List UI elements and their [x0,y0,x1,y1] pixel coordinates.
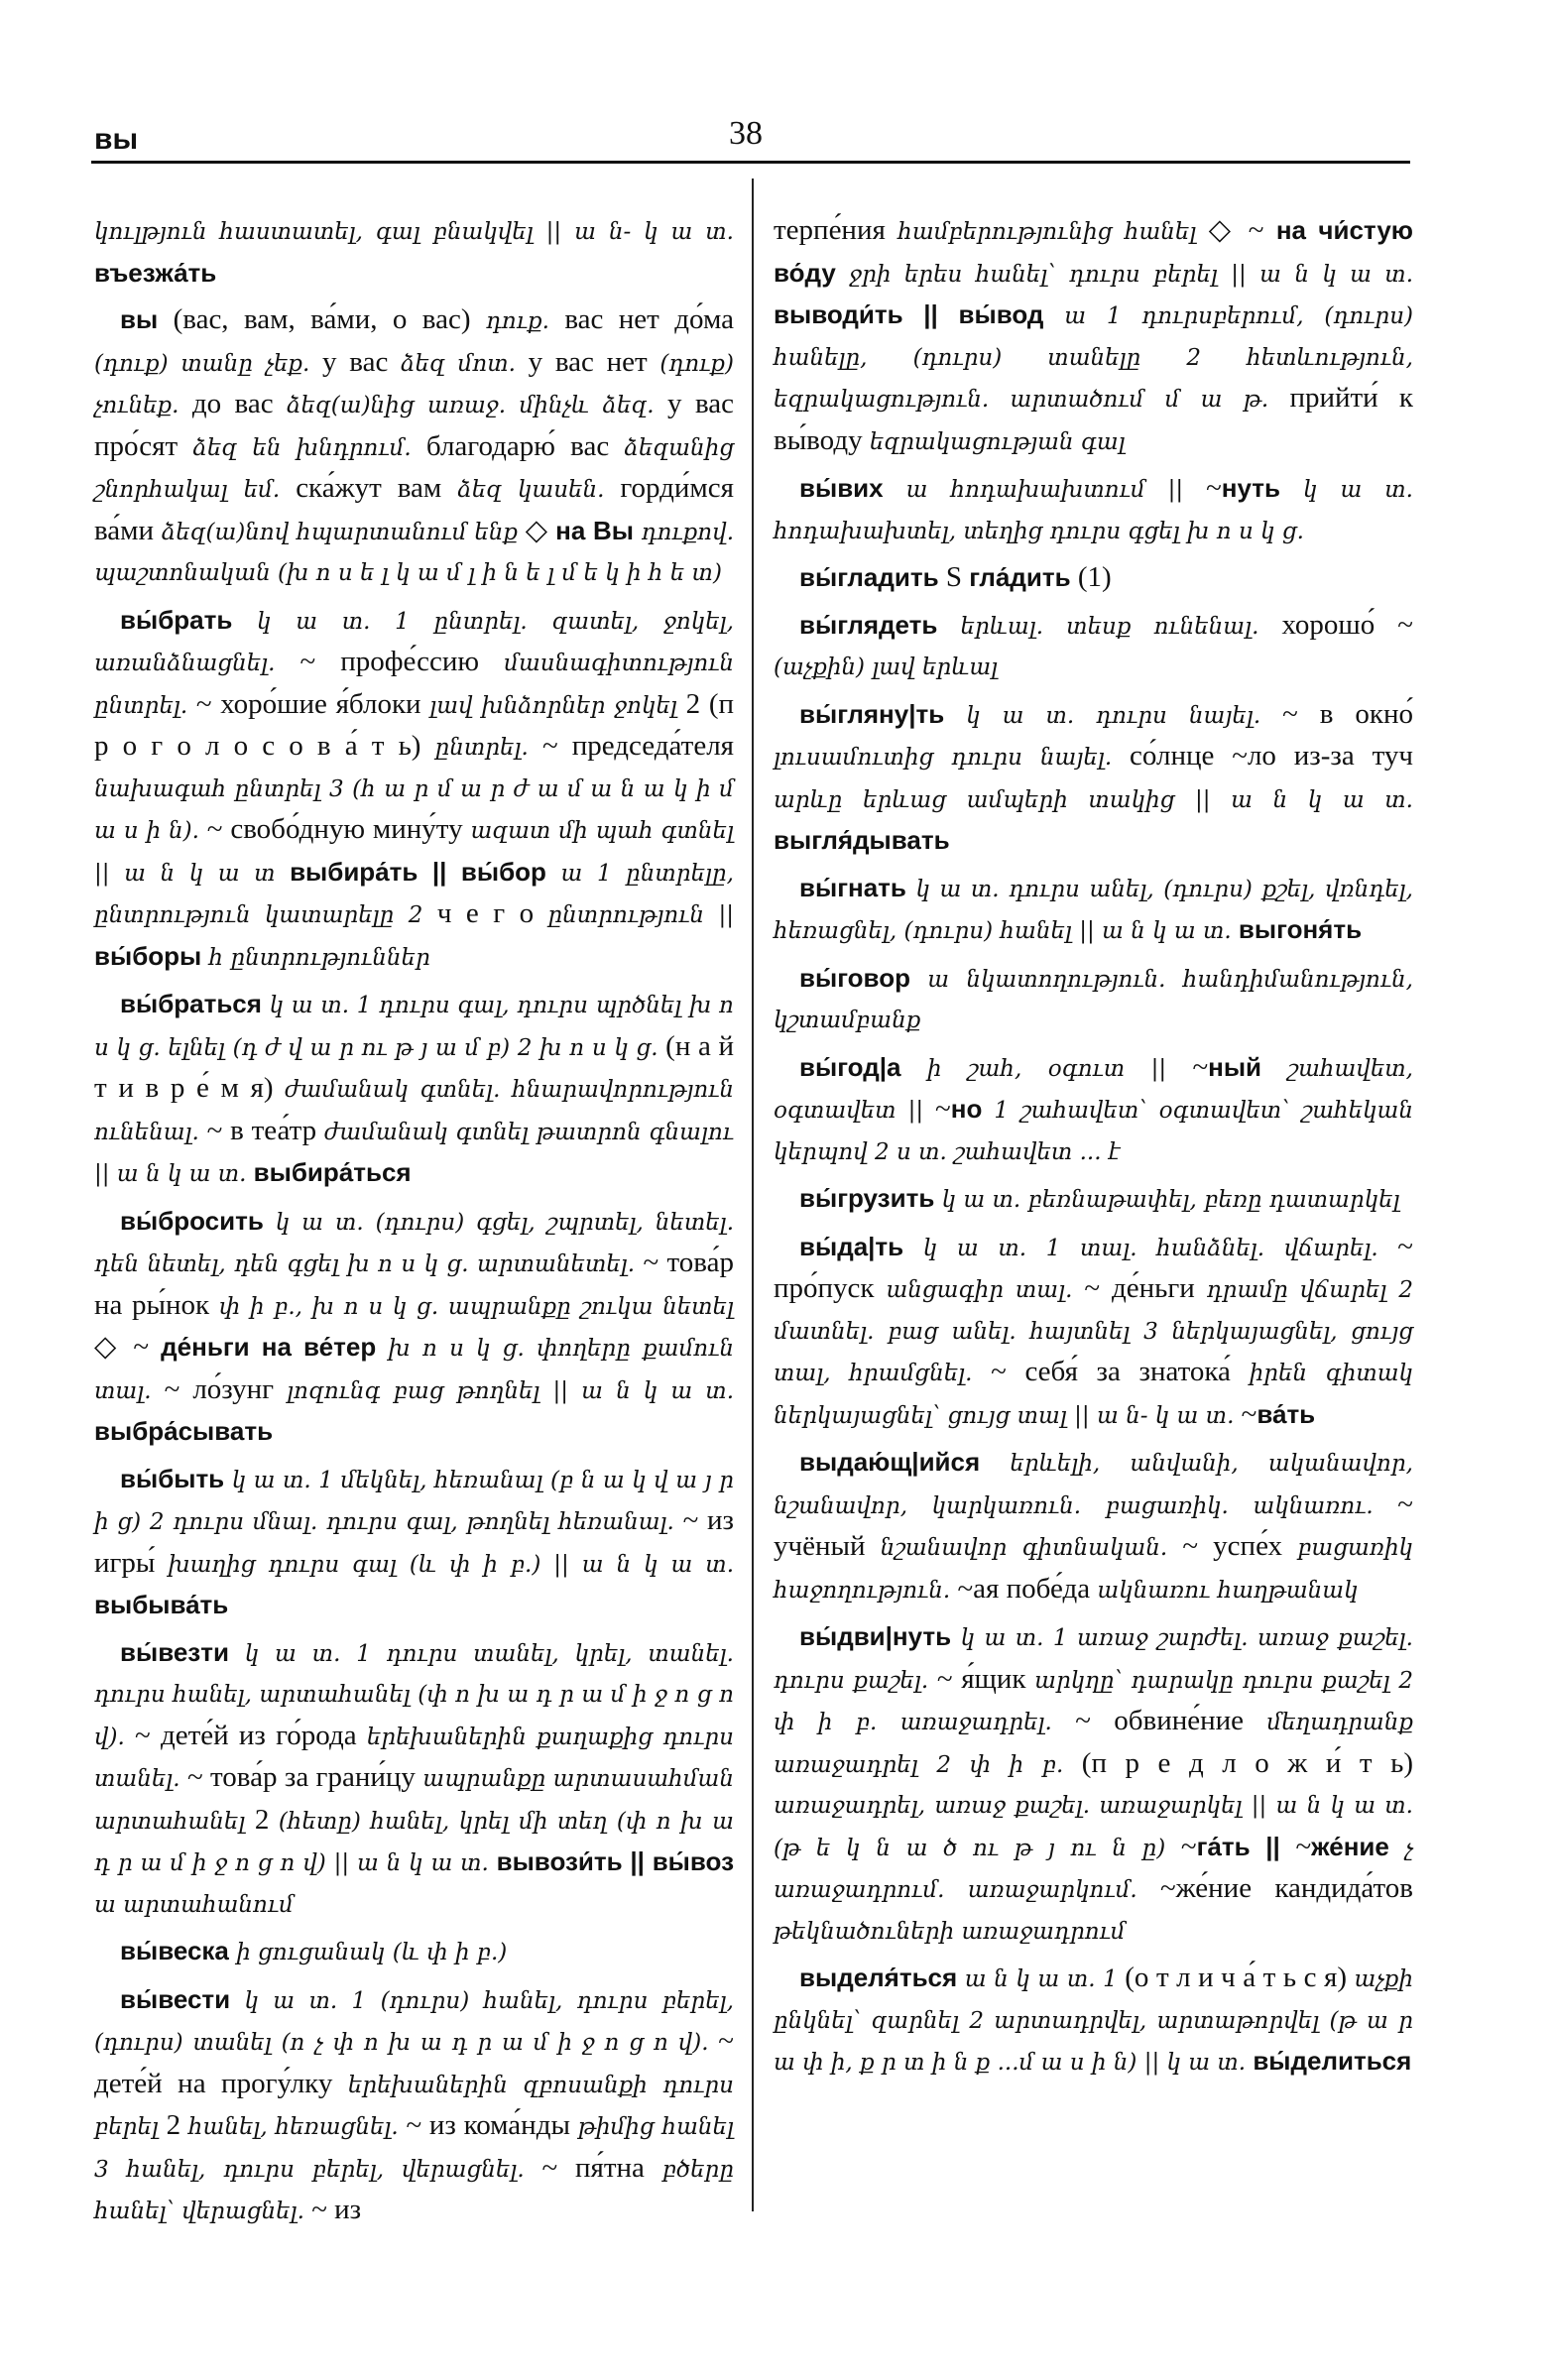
russian-text: ~ про́пуск [774,1230,1413,1304]
dictionary-entry [94,210,734,294]
armenian-translation: կ ա տ. դուրս նայել. [944,702,1261,729]
headword: вы́год|а [799,1051,901,1082]
headword: вы́говор [799,962,910,993]
headword: вы́глядеть [799,609,938,640]
armenian-translation: կ ա տ. (դուրս) գցել, շպրտել, նետել. դեն նետել, դեն գցել խ ո ս կ ց. արտանետել. [94,1209,734,1277]
russian-text: благодарю́ вас [411,429,625,462]
dictionary-entry [774,1047,1413,1173]
headword: вы́гнать [799,872,906,902]
armenian-translation: (դուք) չունեք. [94,350,734,418]
russian-text: прийти́ к вы́воду [774,382,1413,456]
dictionary-entry [774,694,1413,862]
headword: вы [120,304,159,334]
dictionary-entry [94,1979,734,2232]
armenian-translation: ա նկատողություն. հանդիմանություն, կշտամբանք [774,966,1413,1033]
dictionary-entry [94,1632,734,1926]
armenian-translation: կ ա տ. դուրս անել, (դուրս) քշել, վռնդել, հեռացնել, (դուրս) հանել || ա ն կ ա տ. [774,876,1413,944]
armenian-translation: ջրի երես հանել՝ դուրս բերել || ա ն կ ա տ. [835,261,1413,288]
armenian-translation: հանել, հեռացնել. [187,2114,399,2140]
russian-text: ~ я́щик [928,1662,1035,1695]
russian-text: ◇ ~ [94,1331,162,1363]
russian-text: ~ успе́х [1167,1530,1298,1562]
armenian-translation: լոզունգ բաց թողնել || ա ն կ ա տ. [287,1377,735,1404]
russian-text: у вас про́сят [94,388,734,462]
headword: вы́грузить [799,1183,935,1213]
right-column [774,210,1413,2089]
armenian-translation: ազատ մի պահ գտնել || ա ն կ ա տ [94,818,734,887]
russian-text: ◇ ~ [1196,214,1276,246]
russian-text: (1) [1070,561,1112,593]
russian-text: ~ дете́й на прогу́лку [94,2025,734,2099]
dictionary-entry [774,1442,1413,1610]
armenian-translation: ձեզ(ա)նից առաջ. մինչև ձեզ. [287,393,655,418]
armenian-translation: լուսամուտից դուրս նայել. [774,745,1113,771]
dictionary-entry [94,600,734,979]
headword: вы́гладить [799,562,939,592]
armenian-translation: ա 1 դուրսբերում, (դուրս) հանելը, (դուրս) տանելը 2 հետևություն, եզրակացություն. արտածում մ ա թ. [774,303,1413,413]
headword: ва́ть [1256,1398,1316,1429]
header-rule [91,161,1410,164]
armenian-translation: ի ցուցանակ (և փ ի բ.) [228,1940,508,1965]
russian-text: ~ ло́зунг [151,1372,288,1405]
russian-text: вас нет до́ма [548,303,734,335]
armenian-translation: ապրանքը արտասահման արտահանել [94,1766,734,1835]
russian-text: ~ из [303,2194,362,2225]
russian-text: ч е г о [422,897,548,929]
russian-text: терпе́ния [774,214,898,246]
armenian-translation: հ ընտրություններ [201,944,430,971]
armenian-translation: շահավետ, օգտավետ || [774,1055,1413,1124]
armenian-translation: աչքի ընկնել՝ զարնել 2 արտադրվել, արտաթորվել (թ ա ր ա փ ի, ք ր տ ի ն ք ...մ ա ս ի ն) || կ ա տ. [774,1966,1413,2076]
armenian-translation: (դուք) տանը չեք. [94,350,310,377]
dictionary-entry [774,557,1413,599]
armenian-translation: երեխաներին քաղաքից դուրս տանել. [94,1724,734,1792]
russian-text: у вас [309,345,402,378]
russian-text: ~ хоро́шие я́блоки [187,687,430,720]
headword: выбра́сывать [94,1416,274,1446]
russian-text: ~ [1183,472,1222,504]
headword: де́ньги на ве́тер [161,1332,377,1362]
armenian-translation: նախագահ ընտրել 3 (հ ա ր մ ա ր ժ ա մ ա ն ա կ ի մ ա ս ի ն). [94,775,734,844]
dictionary-entry [774,1616,1413,1952]
armenian-translation: կ ա տ. 1 առաջ շարժել. առաջ քաշել. դուրս քաշել. [774,1625,1413,1694]
armenian-translation: երեխաներին զբոսանքի դուրս բերել [94,2072,734,2140]
headword: вы́браться [120,989,262,1018]
armenian-translation: ձեզ մոտ. [401,350,516,377]
armenian-translation: ա 1 ընտրելը, ընտրություն կատարելը 2 [94,860,734,928]
russian-text: ~ [1165,1830,1197,1862]
headword: выделя́ться [799,1963,958,1992]
russian-text: ~ [1234,1397,1257,1430]
armenian-translation: (աչքին) լավ երևալ [774,654,999,680]
armenian-translation: լավ խնձորներ ջոկել [429,692,677,719]
armenian-translation: ա հոդախախտում || [883,477,1184,503]
dictionary-entry [774,605,1413,688]
russian-text: ~ председа́теля [528,730,735,762]
russian-text: ~ учёный [774,1488,1413,1562]
column-divider [752,178,754,2211]
armenian-translation: դրամը վճարել 2 մատնել. բաց անել. հայտնել 3 ներկայացնել, ցույց տալ, հրամցնել. [774,1277,1413,1386]
dictionary-entry [94,984,734,1195]
russian-text: 2 [245,1803,279,1836]
headword: вы́бросить [120,1205,264,1236]
russian-text: (о т л и ч а́ т ь с я) [1117,1962,1355,1993]
headword: гла́дить [969,562,1071,592]
headword: въезжа́ть [94,257,217,288]
armenian-translation: արևը երևաց ամպերի տակից || ա ն կ ա տ. [774,786,1413,813]
dictionary-entry [774,1227,1413,1437]
russian-text: ~ пя́тна [524,2151,662,2184]
headword: выбира́ть || вы́бор [275,856,546,887]
russian-text: со́лнце ~ло из-за туч [1112,740,1413,772]
armenian-translation: կ ա տ. հոդախախտել, տեղից դուրս գցել խ ո ս կ ց. [774,477,1413,544]
armenian-translation: թեկնածուների առաջադրում [774,1918,1126,1945]
dictionary-entry [94,1931,734,1973]
headword: нуть [1221,473,1280,503]
armenian-translation: թիմից հանել 3 հանել, դուրս բերել, վերացնել. [94,2114,734,2183]
headword: вы́вих [799,473,884,503]
russian-text: ~ в окно́ [1260,697,1413,730]
dictionary-entry [94,1201,734,1453]
russian-text: ~ из игры́ [94,1504,734,1579]
armenian-translation: դուքով. պաշտոնական (խ ո ս ե լ կ ա մ լ ի ն ե լ մ ե կ ի հ ե տ) [94,519,735,586]
armenian-translation: ակնառու հաղթանակ [1097,1577,1359,1604]
headword: вы́веска [120,1936,229,1965]
russian-text: ~ себя́ за знатока́ [972,1356,1250,1387]
dictionary-entry [774,468,1413,551]
russian-text: ~ де́ньги [1072,1272,1207,1304]
russian-text: ~ това́р за грани́цу [179,1761,423,1793]
armenian-translation: ձեզ(ա)նով հպարտանում ենք [161,519,519,545]
armenian-translation: անցագիր տալ. [886,1277,1073,1303]
headword: га́ть || [1196,1831,1280,1861]
armenian-translation: արկղը՝ դարակը դուրս քաշել 2 փ ի բ. առաջադրել. [774,1667,1413,1735]
armenian-translation: եզրակացության գալ [869,428,1126,455]
russian-text: ска́жут вам [280,472,458,504]
armenian-translation: առաջադրել, առաջ քաշել. առաջարկել || ա ն կ ա տ. (թ ե կ ն ա ծ ու թ յ ու ն ը) [774,1793,1413,1861]
armenian-translation: մեղադրանք առաջադրել 2 փ ի բ. [774,1710,1413,1778]
left-column [94,210,734,2238]
armenian-translation: ա ն կ ա տ. 1 [957,1966,1118,1992]
russian-text: ~ из кома́нды [398,2109,578,2141]
armenian-translation: ժամանակ գտնել թատրոն գնալու || ա ն կ ա տ. [94,1119,734,1187]
headword: вы́вести [120,1983,231,2014]
headword: выдаю́щ|ийся [799,1447,981,1477]
armenian-translation: կ ա տ. 1 տալ. հանձնել. վճարել. [903,1235,1378,1261]
headword: вы́гляну|ть [799,698,945,729]
armenian-translation: կ ա տ. 1 (դուրս) հանել, դուրս բերել, (դուրս) տանել (ո չ փ ո խ ա դ ր ա մ ի ջ ո ց ո վ). [94,1987,734,2056]
russian-text: хорошо́ ~ [1258,608,1413,641]
armenian-translation: չ առաջադրում. առաջարկում. [774,1835,1413,1903]
armenian-translation: կ ա տ. 1 մեկնել, հեռանալ (բ ն ա կ վ ա յ ր ի ց) 2 դուրս մնալ. դուրս գալ, թողնել հեռանալ. [94,1467,734,1535]
russian-text: ~ [1279,1830,1312,1862]
armenian-translation: ձեզանից շնորհակալ եմ. [94,434,734,503]
armenian-translation: ժամանակ գտնել. հնարավորություն ունենալ. [94,1077,735,1145]
armenian-translation: համբերությունից հանել [897,219,1197,245]
russian-text: горди́мся ва́ми [94,472,734,546]
dictionary-entry [94,1459,734,1626]
headword: же́ние [1311,1831,1389,1861]
russian-text: ~ профе́ссию [275,646,505,677]
headword: вы́везти [120,1636,229,1667]
armenian-translation: 1 շահավետ՝ օգտավետ՝ շահեկան կերպով 2 ս տ. շահավետ ... է [774,1098,1413,1165]
headword: вы́боры [94,940,202,971]
dictionary-entry [774,958,1413,1041]
headword: вы́да|ть [799,1231,904,1261]
armenian-translation: կ ա տ. բեռնաթափել, բեռը դատարկել [934,1187,1400,1213]
armenian-translation: ձեզ կասեն. [457,477,605,503]
headword: выгоня́ть [1231,914,1363,944]
armenian-translation: դուք. [485,308,549,334]
russian-text: ~ обвине́ние [1051,1705,1267,1736]
headword: вы́брать [120,604,233,635]
page-number: 38 [729,115,763,152]
armenian-translation: երևելի, անվանի, ականավոր, նշանավոր, կարկառուն. բացառիկ. ակնառու. [774,1451,1413,1519]
armenian-translation: մասնագիտություն ընտրել. [94,651,734,719]
armenian-translation: կ ա տ. 1 դուրս տանել, կրել, տանել. դուրս հանել, արտահանել (փ ո խ ա դ ր ա մ ի ջ ո ց ո վ). [94,1640,734,1750]
armenian-translation: ա արտահանում [94,1891,294,1918]
russian-text: ~ това́р на ры́нок [94,1247,734,1321]
headword: но [950,1094,983,1124]
russian-text: ~ в теа́тр [198,1114,324,1146]
armenian-translation: երևալ. տեսք ունենալ. [937,613,1259,640]
headword: ный [1208,1051,1262,1082]
armenian-translation: բացառիկ հաջողություն. [774,1535,1414,1604]
russian-text: (н а й т и в р е́ м я) [94,1029,734,1104]
russian-text: ~же́ние кандида́тов [1136,1872,1413,1904]
armenian-translation: խաղից դուրս գալ (և փ ի բ.) || ա ն կ ա տ. [168,1551,735,1578]
dictionary-entry [774,1178,1413,1221]
russian-text: у вас нет [515,345,660,378]
russian-text: ~ая побе́да [950,1572,1098,1605]
russian-text: 2 [158,2109,188,2141]
headword: выводи́ть || вы́вод [774,299,1044,329]
russian-text: (п р е д л о ж и́ т ь) [1063,1746,1413,1779]
russian-text: ~ свобо́дную мину́ту [198,813,471,845]
armenian-translation: ընտրություն || [547,902,734,928]
armenian-translation: իրեն գիտակ ներկայացնել՝ ցույց տալ || ա ն- կ ա տ. [774,1361,1413,1429]
dictionary-entry [94,299,734,594]
armenian-translation: նշանավոր գիտնական. [880,1535,1168,1561]
armenian-translation: ի շահ, օգուտ || [900,1055,1167,1082]
guide-word: вы [94,123,139,156]
armenian-translation: կուլթյուն հաստատել, գալ բնակվել || ա ն- կ ա տ. [94,219,734,245]
headword: выбира́ться [246,1157,412,1187]
dictionary-entry [774,1958,1413,2083]
headword: вывози́ть || вы́воз [488,1846,734,1876]
armenian-translation: ձեզ են խնդրում. [192,434,412,461]
headword: выгля́дывать [774,825,950,855]
headword: на Вы [555,515,642,545]
armenian-translation: ընտրել. [434,735,529,761]
headword: на чи́стую во́ду [774,215,1413,288]
russian-text: (вас, вам, ва́ми, о вас) [158,303,486,335]
dictionary-entry [774,210,1413,462]
headword: вы́быть [120,1463,225,1493]
dictionary-entry [774,868,1413,952]
headword: вы́дви|нуть [799,1621,952,1651]
russian-text: ~ [923,1093,951,1125]
russian-text: S [938,561,970,593]
russian-text: ◇ [518,514,556,546]
russian-text: 2 (п р о г о л о с о в а́ т ь) [94,687,734,762]
armenian-translation: կ ա տ. 1 ընտրել. զատել, ջոկել, առանձնացնել. [94,608,734,676]
russian-text: ~ дете́й из го́рода [124,1719,367,1751]
russian-text: до вас [179,388,288,419]
armenian-translation: փ ի բ., խ ո ս կ ց. ապրանքը շուկա նետել [218,1293,734,1320]
armenian-translation: (հետը) հանել, կրել մի տեղ (փ ո խ ա դ ր ա մ ի ջ ո ց ո վ) || ա ն կ ա տ. [94,1808,734,1876]
armenian-translation: կ ա տ. 1 դուրս գալ, դուրս պրծնել խ ո ս կ ց. ելնել (դ ժ վ ա ր ու թ յ ա մ բ) 2 խ ո ս կ ց. [94,993,734,1061]
russian-text: ~ [1166,1050,1209,1083]
headword: вы́делиться [1246,2046,1412,2076]
armenian-translation: խ ո ս կ ց. փողերը քամուն տալ. [94,1336,734,1404]
armenian-translation: բծերը հանել՝ վերացնել. [94,2156,734,2224]
headword: выбыва́ть [94,1590,229,1619]
